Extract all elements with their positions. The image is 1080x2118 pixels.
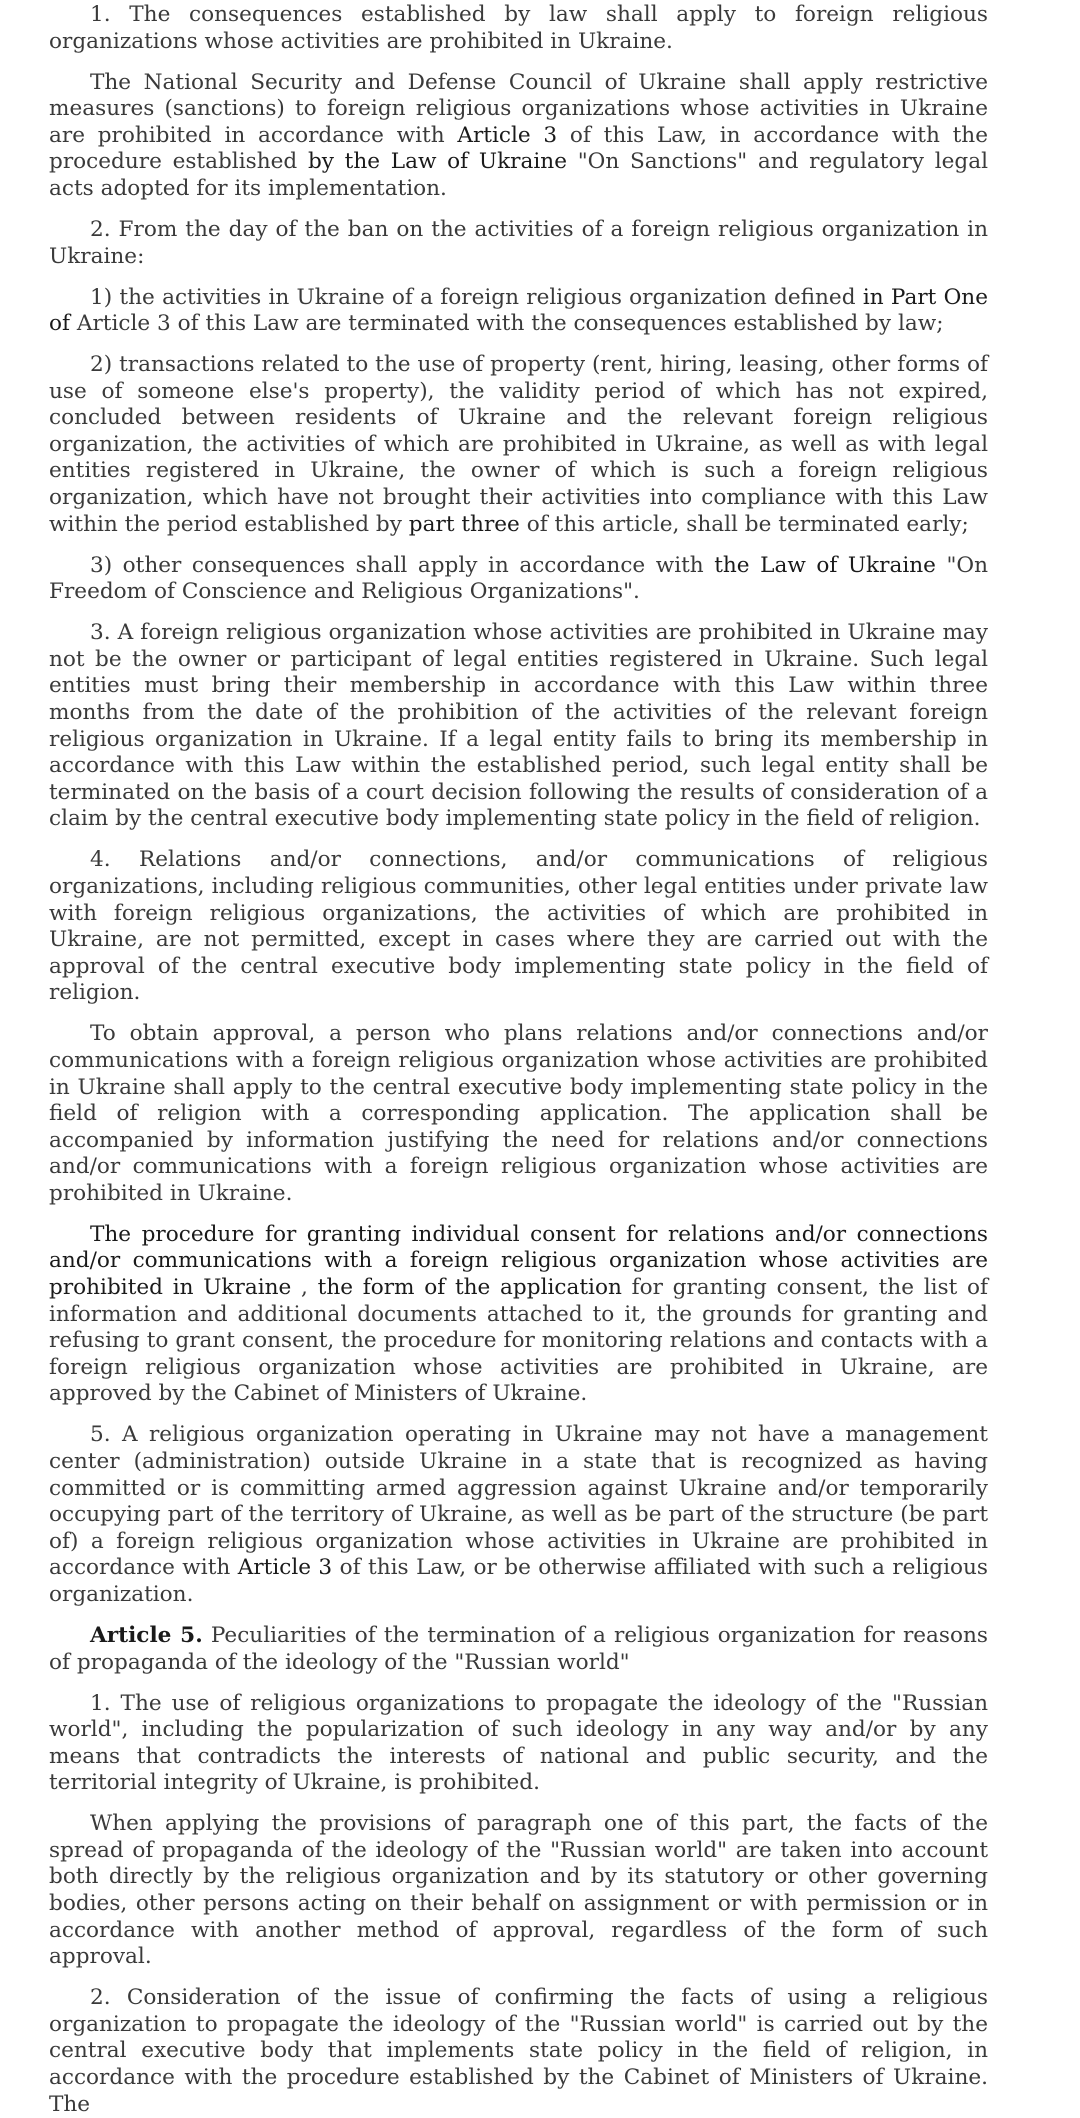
paragraph	[49, 1623, 988, 1676]
paragraph-text: of this article, shall be terminated early;	[519, 511, 969, 537]
paragraph-text: ,	[291, 1275, 318, 1301]
paragraph-text: of this Law, in accordance with the procedure established	[49, 122, 988, 175]
law-reference-link[interactable]: the Law of Ukraine	[714, 552, 936, 578]
paragraph-text: The National Security and Defense Council of Ukraine shall apply restrictive measures (sanctions) to foreign religious organizations whose activities in Ukraine are prohibited in accordance with	[49, 69, 988, 148]
paragraph	[49, 1691, 988, 1797]
paragraph-text: 3. A foreign religious organization whose activities are prohibited in Ukraine may not be the owner or participant of legal entities registered in Ukraine. Such legal entities must bring their membership in accordance with this Law within three months from the date of the prohibition of the activities of the relevant foreign religious organization in Ukraine. If a legal entity fails to bring its membership in accordance with this Law within the established period, such legal entity shall be terminated on the basis of a court decision following the results of consideration of a claim by the central executive body implementing state policy in the field of religion.	[49, 620, 988, 832]
paragraph-text: When applying the provisions of paragraph one of this part, the facts of the spread of propaganda of the ideology of the "Russian world" are taken into account both directly by the religious organization and by its statutory or other governing bodies, other persons acting on their behalf on assignment or with permission or in accordance with another method of approval, regardless of the form of such approval.	[49, 1811, 988, 1970]
paragraph	[49, 1985, 988, 2118]
paragraph-text: 2. Consideration of the issue of confirming the facts of using a religious organization to propagate the ideology of the "Russian world" is carried out by the central executive body that implements state policy in the field of religion, in accordance with the procedure established by the Cabinet of Ministers of Ukraine. The	[49, 1985, 988, 2117]
paragraph	[49, 1422, 988, 1608]
law-reference-link[interactable]: the form of the application	[317, 1275, 622, 1301]
article-heading: Article 5.	[90, 1622, 203, 1648]
paragraph-text: 5. A religious organization operating in Ukraine may not have a management center (administration) outside Ukraine in a state that is recognized as having committed or is committing armed aggression against Ukraine and/or temporarily occupying part of the territory of Ukraine, as well as be part of the structure (be part of) a foreign religious organization whose activities in Ukraine are prohibited in accordance with	[49, 1422, 988, 1581]
law-reference-link[interactable]: The procedure for granting individual consent for relations and/or connections and/or communications with a foreign religious organization whose activities are prohibited in Ukraine	[49, 1221, 988, 1301]
paragraph	[49, 217, 988, 270]
paragraph-text: 2) transactions related to the use of property (rent, hiring, leasing, other forms of use of someone else's property), the validity period of which has not expired, concluded between residents of Ukraine and the relevant foreign religious organization, the activities of which are prohibited in Ukraine, as well as with legal entities registered in Ukraine, the owner of which is such a foreign religious organization, which have not brought their activities into compliance with this Law within the period established by	[49, 352, 988, 537]
paragraph-text: 2. From the day of the ban on the activities of a foreign religious organization in Ukraine:	[49, 216, 988, 269]
paragraph-text: "On Sanctions" and regulatory legal acts adopted for its implementation.	[49, 149, 988, 201]
paragraph	[49, 285, 988, 338]
paragraph	[49, 70, 988, 203]
paragraph	[49, 847, 988, 1007]
paragraph	[49, 1021, 988, 1207]
law-document-text	[49, 2, 988, 2118]
law-reference-link[interactable]: by the Law of Ukraine	[307, 149, 567, 175]
paragraph-text: Article 3 of this Law are terminated with the consequences established by law;	[70, 311, 944, 337]
paragraph-text: Peculiarities of the termination of a religious organization for reasons of propaganda of the ideology of the "Russian world"	[49, 1622, 988, 1675]
paragraph-text: of this Law, or be otherwise affiliated with such a religious organization.	[49, 1555, 988, 1607]
paragraph-text: 3) other consequences shall apply in accordance with	[90, 552, 715, 578]
paragraph	[49, 1222, 988, 1408]
paragraph-text: To obtain approval, a person who plans relations and/or connections and/or communications with a foreign religious organization whose activities are prohibited in Ukraine shall apply to the central executive body implementing state policy in the field of religion with a corresponding application. The application shall be accompanied by information justifying the need for relations and/or connections and/or communications with a foreign religious organization whose activities are prohibited in Ukraine.	[49, 1021, 988, 1206]
paragraph-text: "On Freedom of Conscience and Religious Organizations".	[49, 552, 988, 605]
paragraph-text: for granting consent, the list of information and additional documents attached to it, the grounds for granting and refusing to grant consent, the procedure for monitoring relations and contacts with a foreign religious organization whose activities are prohibited in Ukraine, are approved by the Cabinet of Ministers of Ukraine.	[49, 1275, 989, 1407]
paragraph-text: 4. Relations and/or connections, and/or communications of religious organizations, including religious communities, other legal entities under private law with foreign religious organizations, the activities of which are prohibited in Ukraine, are not permitted, except in cases where they are carried out with the approval of the central executive body implementing state policy in the field of religion.	[49, 847, 988, 1006]
paragraph	[49, 2, 988, 55]
paragraph	[49, 620, 988, 833]
paragraph	[49, 352, 988, 538]
paragraph-text: 1. The consequences established by law shall apply to foreign religious organizations whose activities are prohibited in Ukraine.	[49, 2, 988, 54]
law-reference-link[interactable]: Article 3	[457, 122, 558, 148]
law-reference-link[interactable]: Article 3	[237, 1555, 333, 1581]
paragraph	[49, 553, 988, 606]
paragraph-text: 1. The use of religious organizations to propagate the ideology of the "Russian world", including the popularization of such ideology in any way and/or by any means that contradicts the interests of national and public security, and the territorial integrity of Ukraine, is prohibited.	[49, 1690, 988, 1796]
law-reference-link[interactable]: part three	[408, 511, 520, 537]
paragraph	[49, 1811, 988, 1971]
law-reference-link[interactable]: in Part One of	[49, 284, 988, 337]
paragraph-text: 1) the activities in Ukraine of a foreign religious organization defined	[90, 284, 863, 310]
